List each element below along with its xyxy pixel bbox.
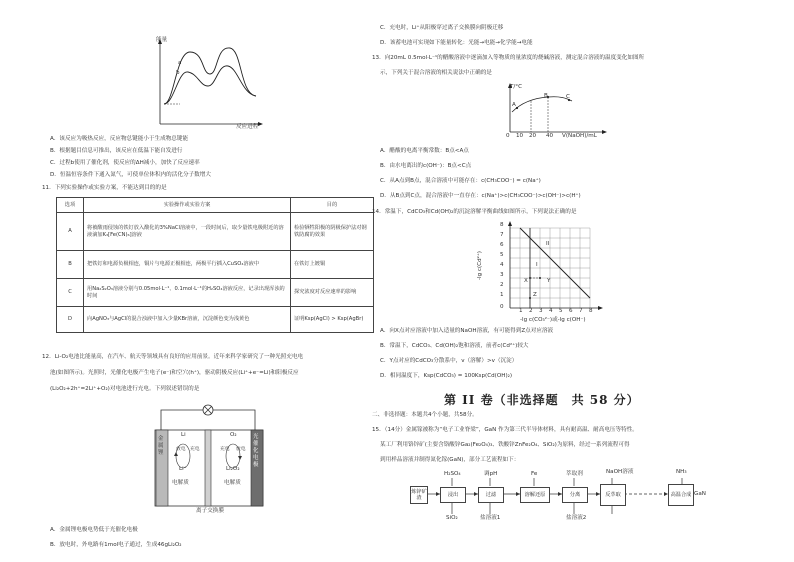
point-c-label: C (566, 94, 570, 100)
q15-line-3: 到用样品溶液并制得氮化镓(GaN)，部分工艺流程如下： (380, 457, 520, 463)
grid-xtick-1: 1 (519, 308, 523, 314)
li2o2-label: Li₂O₂ (226, 466, 240, 472)
q13-line-1: 13．向20mL 0.5mol·L⁻¹的醋酸溶液中逐滴加入等物质的量浓度的烧碱溶液，测定混合溶液的温度变化如图所 (372, 55, 645, 61)
q13-option-b: B．由水电离出的c(OH⁻)：B点<C点 (380, 163, 472, 169)
grid-xtick-8: 8 (589, 308, 593, 314)
q12-line-1: 12．Li-O₂电池比能量高，在汽车、航天等领域具有良好的应用前景。近年来科学家研究了一种光照充电电 (42, 354, 304, 360)
q15-line-1: 15．（14分）金属镓被称为“电子工业脊梁”，GaN 作为第三代半导体材料，具有耐高温、耐高电压等特性。 (372, 427, 638, 433)
table-cell: 用Na₂S₂O₃溶液分别与0.05mol·L⁻¹、0.1mol·L⁻¹的H₂SO₄溶液反应，记录出现浑浊的时间 (84, 279, 291, 307)
flow-step-dissolve: 溶解还原 (520, 487, 550, 503)
temp-ylabel: T/°C (510, 84, 523, 90)
grid-ytick-2: 2 (500, 282, 504, 288)
grid-xlabel: -lg c(CO₃²⁻)或-lg c(OH⁻) (520, 317, 586, 323)
flow-byproduct-salt1: 盐溶液1 (480, 515, 501, 521)
temp-tick-0: 0 (506, 133, 510, 139)
q12-line-3: (Li₂O₂+2h⁺=2Li⁺+O₂)对电池进行充电。下列叙述错误的是 (50, 386, 200, 392)
flow-reagent-naoh: NaOH溶液 (606, 469, 634, 475)
flow-reagent-h2so4: H₂SO₄ (444, 471, 461, 477)
grid-xtick-2: 2 (529, 308, 533, 314)
li-plus-label: Li⁺ (179, 466, 187, 472)
q12-line-2: 池(如图所示)。光照时，光催化电极产生电子(e⁻)和空穴(h⁺)，驱动阴极反应(Li⁺+e⁻=Li)和阳极反应 (50, 370, 299, 376)
curve-a-label: a (178, 60, 182, 66)
q12-option-d: D．该蓄电池可实现如下能量转化：光能→电能→化学能→电能 (380, 40, 533, 46)
point-b-label: B (544, 93, 548, 99)
flow-reagent-ph: 调pH (484, 471, 498, 477)
section-title: 第 II 卷（非选择题 共 58 分） (444, 393, 640, 407)
table-cell: 在铁钉上镀铜 (291, 251, 374, 279)
table-cell: B (57, 251, 84, 279)
q10-option-b: B．根据题目信息可推出，该反应在低温下能自发进行 (50, 148, 183, 154)
flow-byproduct-sio2: SiO₂ (446, 515, 458, 521)
grid-ytick-1: 1 (500, 292, 504, 298)
q10-option-c: C．过程b使用了催化剂，使反应的ΔH减小，加快了反应速率 (50, 160, 200, 166)
energy-ylabel: 能量 (156, 37, 168, 43)
q13-option-c: C．从A点到B点，混合溶液中可能存在：c(CH₃COO⁻) = c(Na⁺) (380, 178, 541, 184)
q15-line-2: 某工厂利用铬锌矿(主要含铬酸锌Ga₂(Fe₂O₄)₃、铁酸锌ZnFe₂O₄、SiO₂)为原料，经过一系列流程可得 (380, 442, 630, 448)
li-label: Li (181, 432, 186, 438)
table-cell: 证明Ksp(AgCl) > Ksp(AgBr) (291, 307, 374, 333)
grid-ylabel: -lg c(Cd²⁺) (477, 251, 483, 280)
grid-xtick-4: 4 (549, 308, 553, 314)
discharge-label-left: 放电 (176, 447, 186, 452)
right-electrode-label: 光催化电极 (253, 434, 259, 468)
grid-xtick-7: 7 (579, 308, 583, 314)
grid-ytick-5: 5 (500, 252, 504, 258)
table-cell: 把铁钉和电源负极相连，铜片与电源正极相连，两极平行插入CuSO₄溶液中 (84, 251, 291, 279)
flow-step-synthesis: 高温合成 (668, 484, 694, 506)
grid-xtick-6: 6 (569, 308, 573, 314)
flow-byproduct-salt2: 盐溶液2 (566, 515, 587, 521)
left-electrode-label: 金属锂 (158, 436, 164, 456)
table-header: 目的 (291, 198, 374, 213)
q11-table (56, 197, 374, 333)
flow-step-separate: 分离 (562, 487, 588, 503)
grid-ytick-7: 7 (500, 232, 504, 238)
q10-option-a: A．该反应为吸热反应，反应物总键能小于生成物总键能 (50, 136, 189, 142)
discharge-label-right: 放电 (236, 447, 246, 452)
table-header: 实验操作或实验方案 (84, 198, 291, 213)
curve-b-label: b (176, 70, 180, 76)
grid-xtick-5: 5 (559, 308, 563, 314)
table-cell: D (57, 307, 84, 333)
flow-reagent-fe: Fe (531, 471, 538, 477)
q14-option-c: C．Y点对应的CdCO₃分散系中，v（溶解）>v（沉淀） (380, 358, 518, 364)
flow-reagent-extractant: 萃取剂 (566, 471, 583, 477)
table-cell: A (57, 213, 84, 251)
q14-option-d: D．相同温度下，Ksp(CdCO₃) = 100Ksp(Cd(OH)₂) (380, 373, 513, 379)
temp-xlabel: V(NaOH)/mL (562, 133, 597, 139)
o2-label: O₂ (230, 432, 237, 438)
temp-tick-40: 40 (546, 133, 554, 139)
table-cell: 向AgNO₃与AgCl的混合浊液中加入少量KBr溶液，沉淀颜色变为浅黄色 (84, 307, 291, 333)
q13-option-d: D．从B点到C点，混合溶液中一直存在：c(Na⁺)>c(CH₃COO⁻)>c(OH⁻)>c(H⁺) (380, 193, 581, 199)
flow-step-leach: 浸出 (440, 487, 466, 503)
electrolyte-right-label: 电解质 (224, 480, 241, 486)
curve-i-label: I (536, 262, 538, 268)
energy-diagram (150, 34, 270, 134)
flow-step-filter: 过滤 (478, 487, 504, 503)
table-header: 选项 (57, 198, 84, 213)
flow-product: GaN (694, 491, 706, 497)
q13-line-2: 示，下列关于混合溶液的相关说法中正确的是 (380, 70, 492, 76)
section-note: 二、非选择题：本题共4个小题，共58分。 (372, 412, 478, 418)
grid-ytick-0: 0 (500, 304, 504, 310)
q10-option-d: D．恒温恒容条件下通入氮气，可使单位体积内的活化分子数增大 (50, 172, 211, 178)
q12-option-c: C．充电时，Li⁺从阳极穿过离子交换膜向阴极迁移 (380, 25, 504, 31)
q11-stem: 11．下列实验操作或实验方案，不能达到目的的是 (42, 185, 167, 191)
point-y-label: Y (547, 278, 551, 284)
flow-raw-box: 炼锌矿渣 (410, 486, 428, 504)
temp-tick-20: 20 (529, 133, 537, 139)
charge-label-left: 充电 (190, 447, 200, 452)
electrolyte-left-label: 电解质 (172, 480, 189, 486)
flow-reagent-nh3: NH₃ (676, 469, 687, 475)
grid-ytick-3: 3 (500, 272, 504, 278)
q12-option-a: A．金属锂电极电势低于光催化电极 (50, 527, 138, 533)
q12-option-b: B．放电时，外电路有1mol电子通过，生成46gLi₂O₂ (50, 542, 182, 548)
q14-option-b: B．常温下，CdCO₃、Cd(OH)₂饱和溶液，前者c(Cd²⁺)较大 (380, 343, 529, 349)
table-cell: 将被酸雨侵蚀的铁钉放入酸化的3%NaCl溶液中，一段时间后，取少量铁电极附近的溶液滴加K₃[Fe(CN)₆]溶液 (84, 213, 291, 251)
point-a-label: A (512, 102, 516, 108)
q14-stem: 14．常温下，CdCO₃和Cd(OH)₂的沉淀溶解平衡曲线如图所示，下列说法正确的是 (372, 209, 577, 215)
point-x-label: X (524, 278, 528, 284)
q13-option-a: A．醋酸的电离平衡常数：B点<A点 (380, 148, 469, 154)
curve-ii-label: II (546, 241, 550, 247)
charge-label-right: 充电 (220, 447, 230, 452)
grid-xtick-3: 3 (539, 308, 543, 314)
table-cell: C (57, 279, 84, 307)
temp-tick-10: 10 (516, 133, 524, 139)
grid-ytick-4: 4 (500, 262, 504, 268)
point-z-label: Z (533, 292, 537, 298)
grid-ytick-6: 6 (500, 242, 504, 248)
table-cell: 检验牺牲阳极的阴极保护法对钢铁防腐的效果 (291, 213, 374, 251)
energy-xlabel: 反应进程 (236, 124, 259, 130)
grid-ytick-8: 8 (500, 222, 504, 228)
flow-step-back-extract: 反萃取 (600, 484, 626, 506)
q14-option-a: A．向X点对应溶液中加入适量的NaOH溶液，有可能得到Z点对应溶液 (380, 328, 554, 334)
membrane-label: 离子交换膜 (196, 508, 224, 514)
table-cell: 探究浓度对反应速率的影响 (291, 279, 374, 307)
